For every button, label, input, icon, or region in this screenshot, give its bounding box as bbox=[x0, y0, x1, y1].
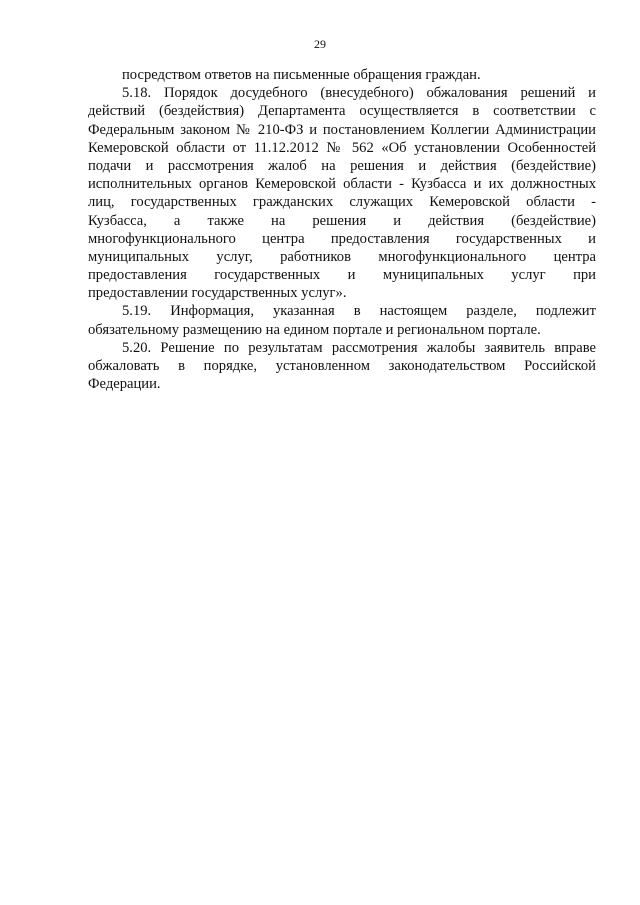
text-line: предоставлении государственных услуг». bbox=[88, 285, 347, 302]
text-line: Кузбасса, а также на решения и действия (бездействие) bbox=[88, 212, 596, 229]
text-line: посредством ответов на письменные обращения граждан. bbox=[122, 67, 481, 83]
text-line: Кемеровской области от 11.12.2012 № 562 «Об установлении Особенностей bbox=[88, 139, 596, 156]
paragraph-5-19 bbox=[88, 302, 596, 338]
text-line: подачи и рассмотрения жалоб на решения и действия (бездействие) bbox=[88, 157, 596, 174]
text-line: исполнительных органов Кемеровской области - Кузбасса и их должностных bbox=[88, 176, 596, 193]
text-line: предоставления государственных и муниципальных услуг при bbox=[88, 267, 596, 284]
text-line: обжаловать в порядке, установленном законодательством Российской bbox=[88, 358, 596, 374]
text-line: обязательному размещению на едином портале и региональном портале. bbox=[88, 321, 541, 338]
paragraph-5-20 bbox=[88, 339, 596, 394]
paragraph-continuation bbox=[88, 66, 596, 84]
text-line: многофункционального центра предоставления государственных и bbox=[88, 230, 596, 247]
text-line: муниципальных услуг, работников многофункционального центра bbox=[88, 248, 596, 265]
paragraph-5-18 bbox=[88, 84, 596, 302]
text-line: 5.19. Информация, указанная в настоящем разделе, подлежит bbox=[122, 303, 596, 320]
text-line: лиц, государственных гражданских служащих Кемеровской области - bbox=[88, 194, 596, 211]
document-body bbox=[88, 66, 596, 393]
text-line: Федерации. bbox=[88, 376, 161, 393]
text-line: действий (бездействия) Департамента осуществляется в соответствии с bbox=[88, 103, 596, 120]
text-line: 5.20. Решение по результатам рассмотрения жалобы заявитель вправе bbox=[122, 339, 596, 356]
text-line: 5.18. Порядок досудебного (внесудебного) обжалования решений и bbox=[122, 85, 596, 102]
page-number: 29 bbox=[314, 37, 326, 51]
text-line: Федеральным законом № 210-ФЗ и постановлением Коллегии Администрации bbox=[88, 121, 596, 138]
